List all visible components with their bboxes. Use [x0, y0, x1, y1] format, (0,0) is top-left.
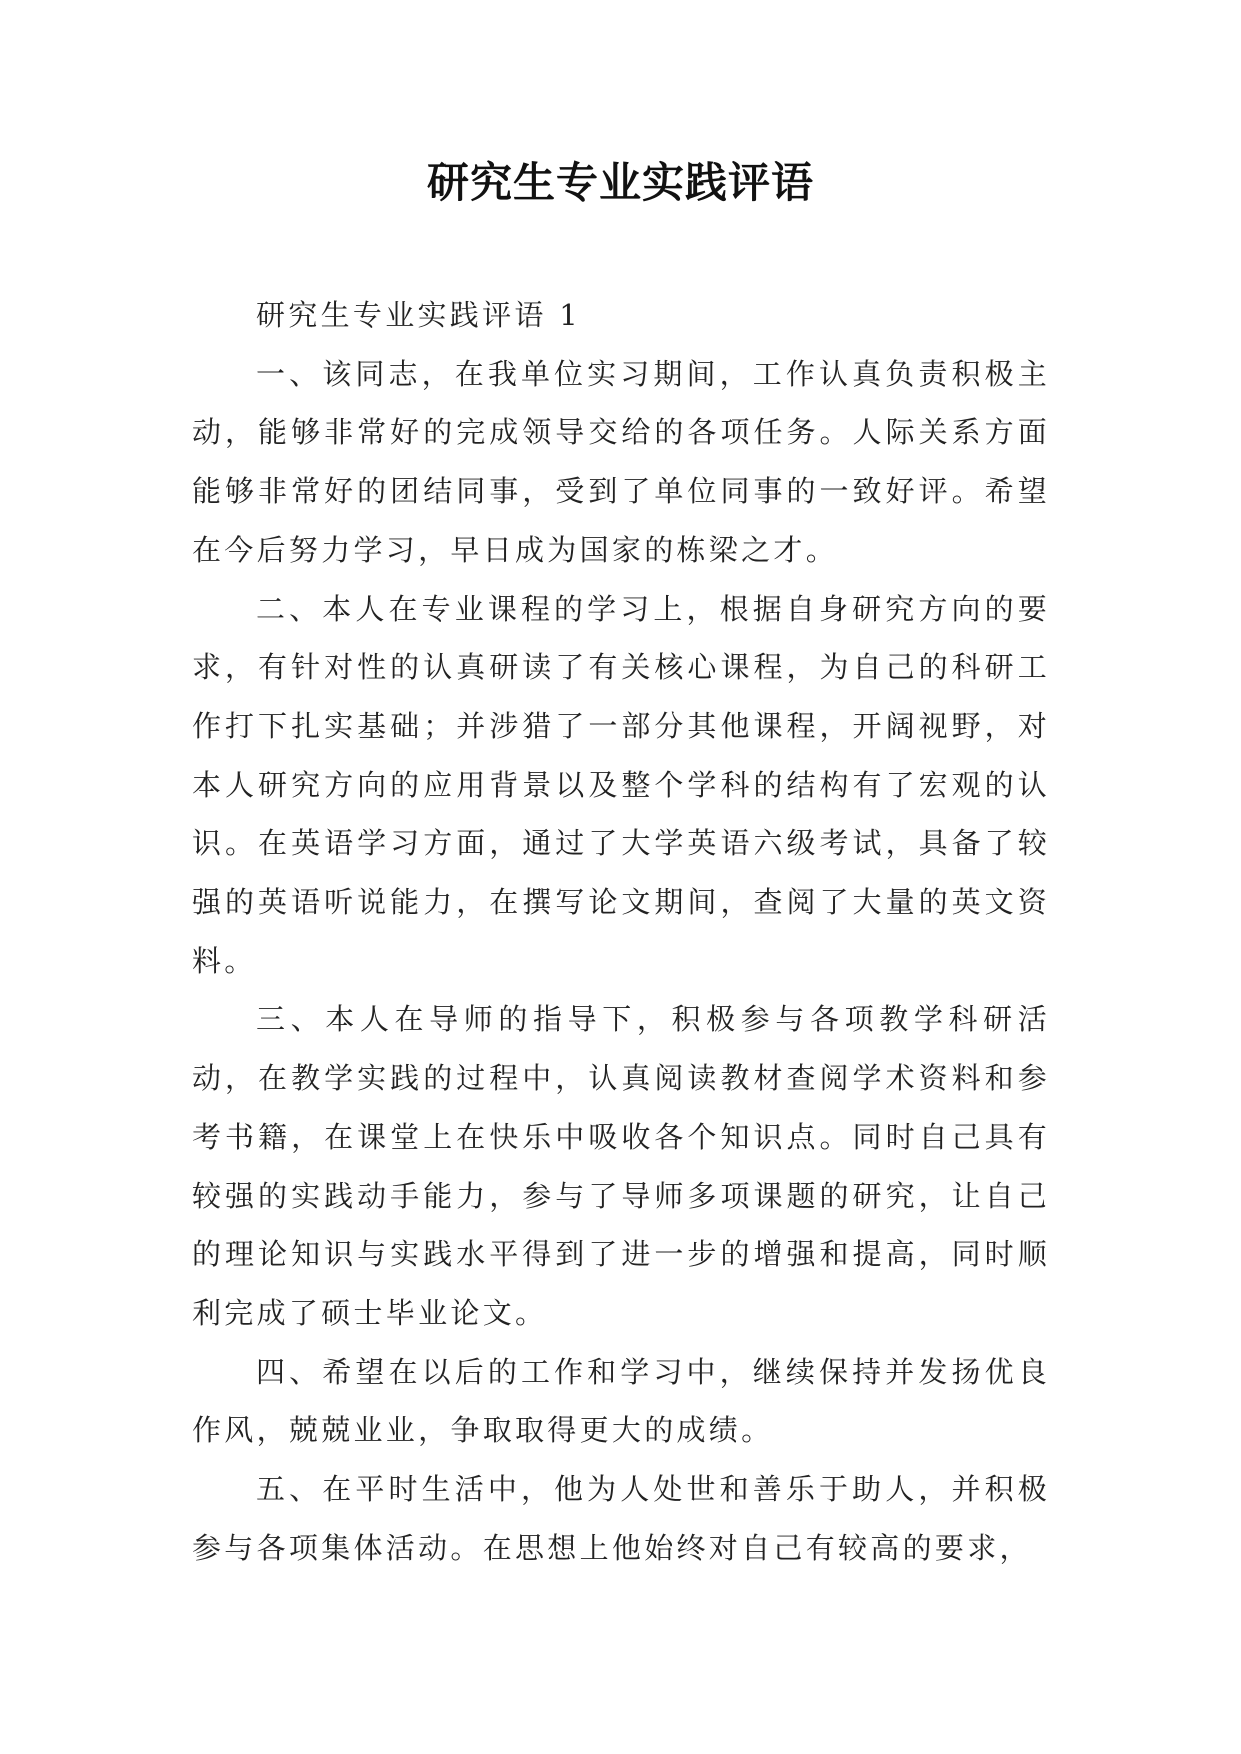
paragraph-4: 四、希望在以后的工作和学习中，继续保持并发扬优良作风，兢兢业业，争取取得更大的成绩。 — [192, 1354, 1050, 1448]
document-title: 研究生专业实践评语 — [426, 158, 814, 207]
section-heading: 研究生专业实践评语 1 — [256, 298, 581, 332]
paragraph-3: 三、本人在导师的指导下，积极参与各项教学科研活动，在教学实践的过程中，认真阅读教材查阅学术资料和参考书籍，在课堂上在快乐中吸收各个知识点。同时自己具有较强的实践动手能力，参与了导师多项课题的研究，让自己的理论知识与实践水平得到了进一步的增强和提高，同时顺利完成了硕士毕业论文。 — [192, 1002, 1050, 1330]
document-body — [192, 286, 1050, 1577]
paragraph-2: 二、本人在专业课程的学习上，根据自身研究方向的要求，有针对性的认真研读了有关核心课程，为自己的科研工作打下扎实基础；并涉猎了一部分其他课程，开阔视野，对本人研究方向的应用背景以及整个学科的结构有了宏观的认识。在英语学习方面，通过了大学英语六级考试，具备了较强的英语听说能力，在撰写论文期间，查阅了大量的英文资料。 — [192, 591, 1050, 978]
paragraph-5: 五、在平时生活中，他为人处世和善乐于助人，并积极参与各项集体活动。在思想上他始终对自己有较高的要求， — [192, 1472, 1050, 1565]
paragraph-1: 一、该同志，在我单位实习期间，工作认真负责积极主动，能够非常好的完成领导交给的各项任务。人际关系方面能够非常好的团结同事，受到了单位同事的一致好评。希望在今后努力学习，早日成为国家的栋梁之才。 — [192, 356, 1050, 567]
